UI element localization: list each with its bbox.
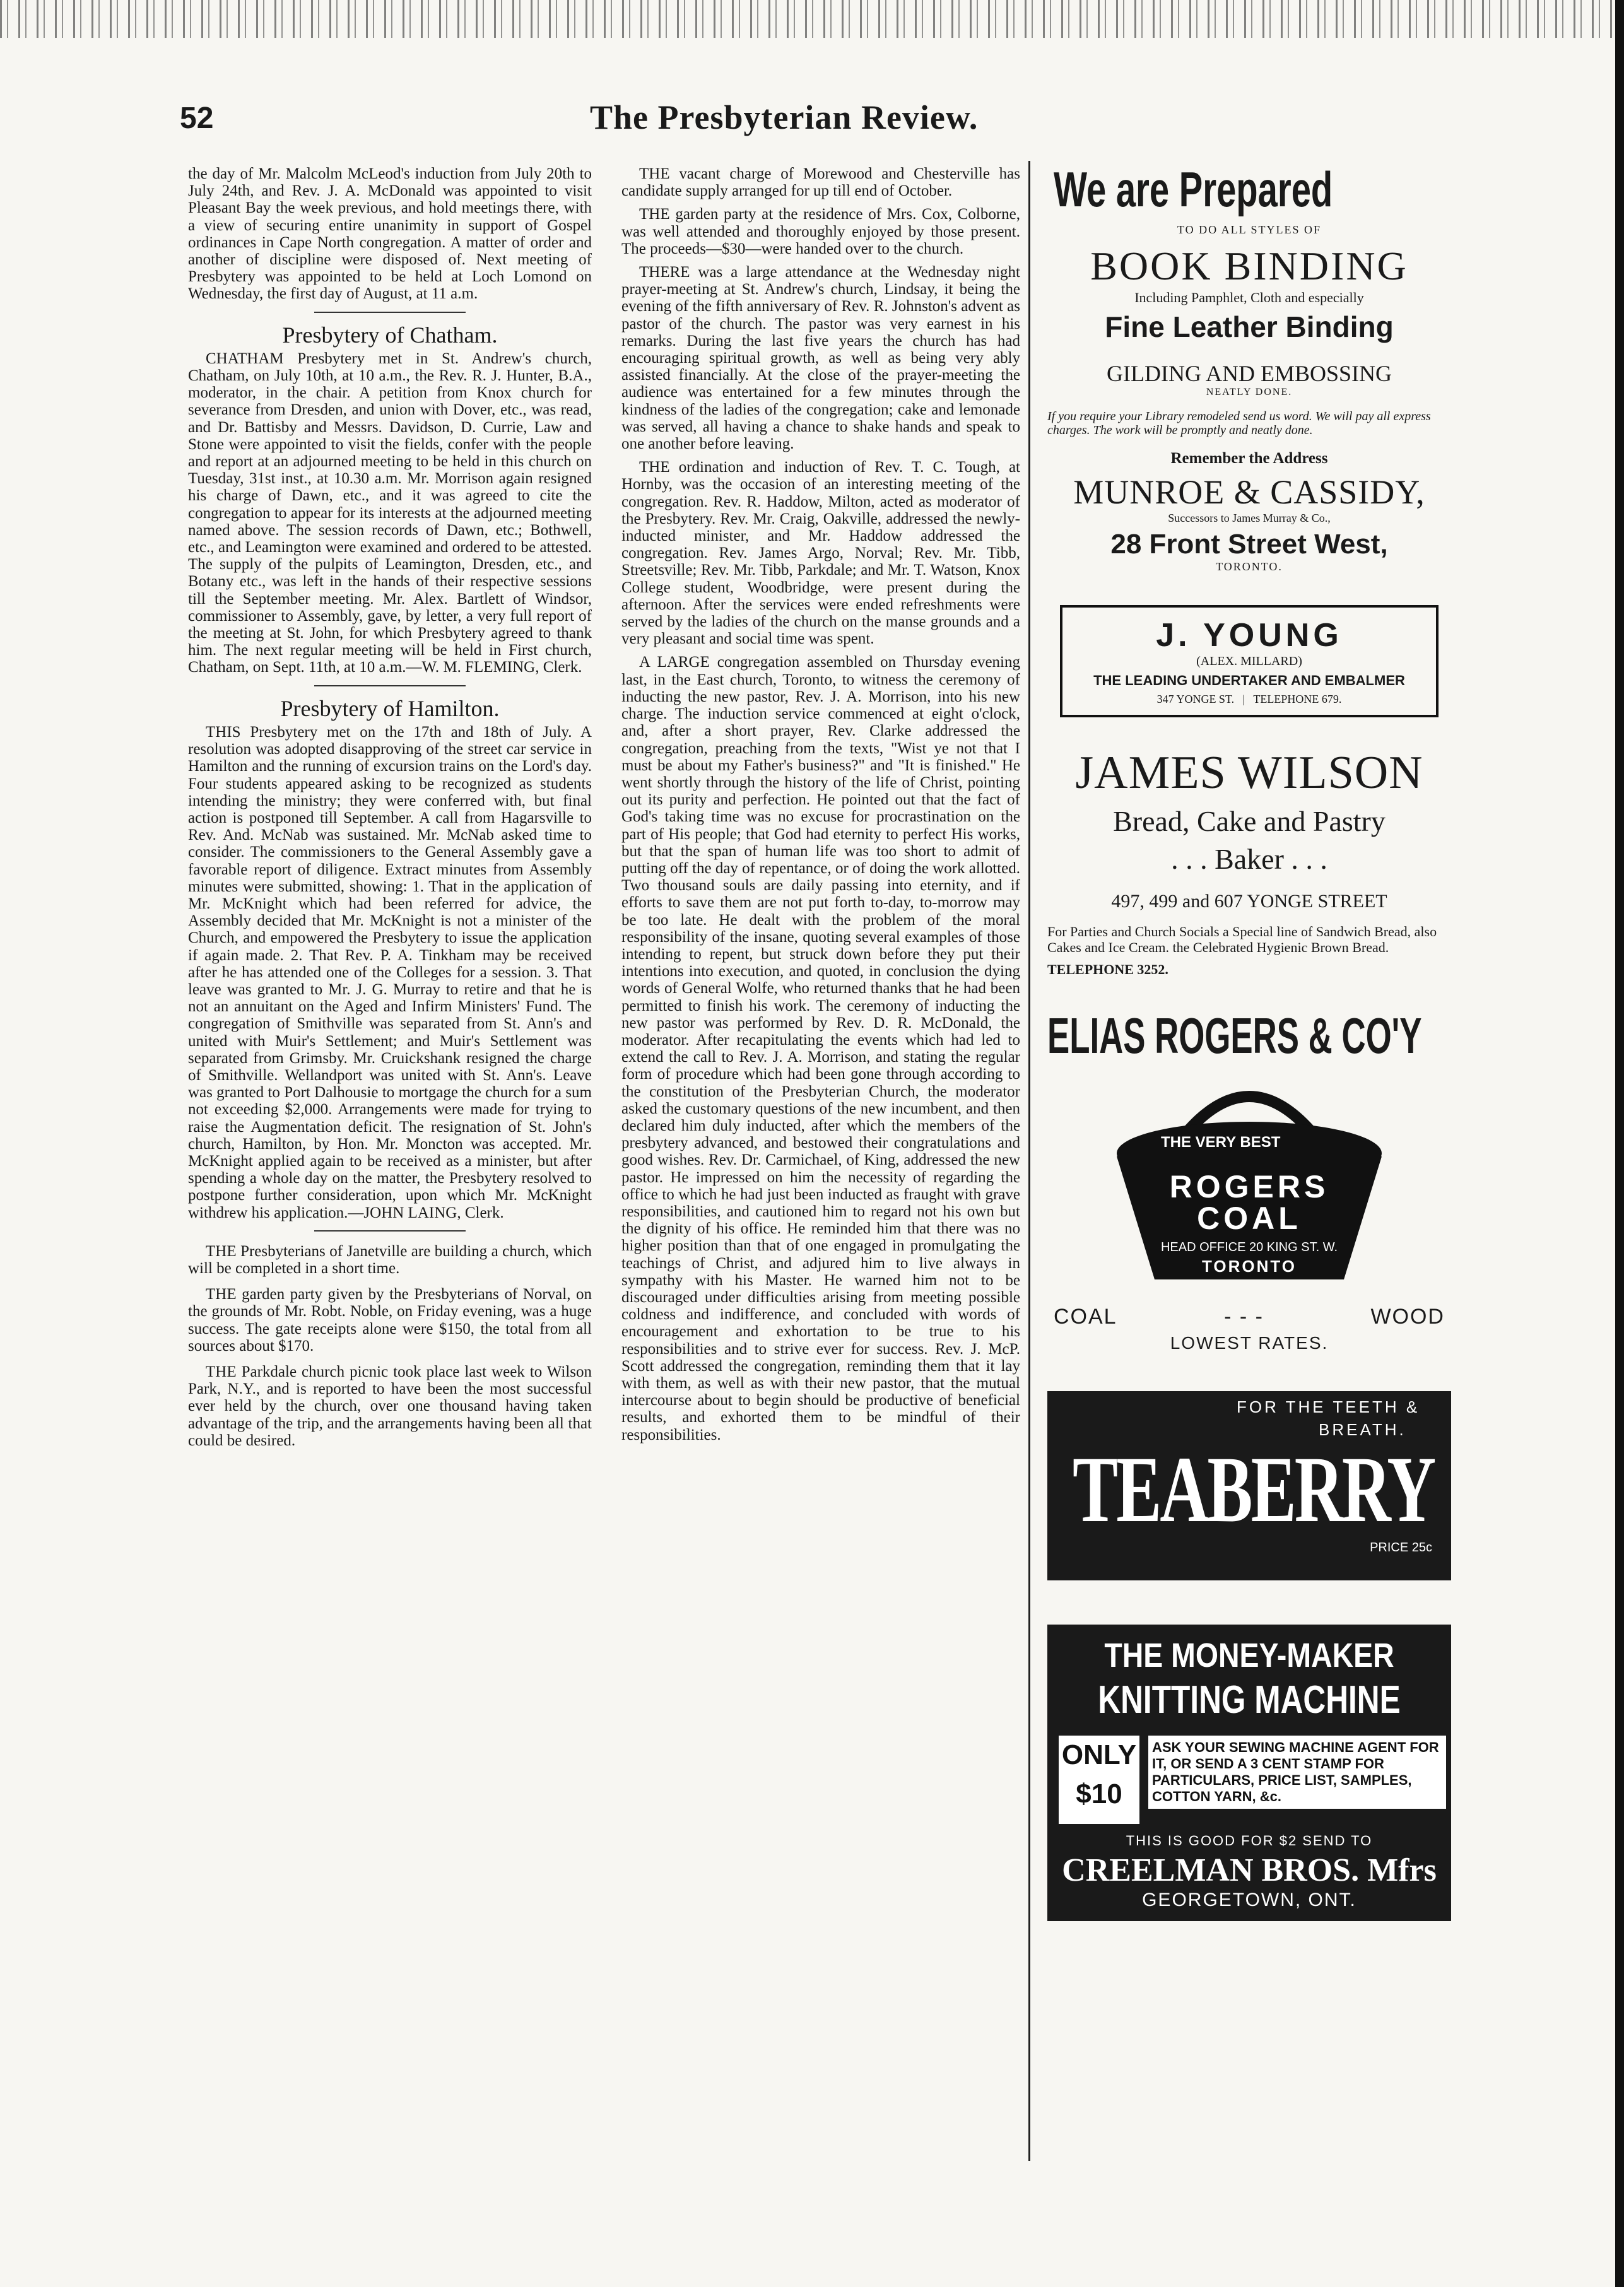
ad-headline: We are Prepared xyxy=(1054,162,1333,217)
ad-body: ASK YOUR SEWING MACHINE AGENT FOR IT, OR SEND A 3 CENT STAMP FOR PARTICULARS, PRICE LIST, SAMPLES, COTTON YARN, &c. xyxy=(1148,1736,1446,1809)
scan-edge-noise xyxy=(0,0,1624,38)
ad-firm-name: MUNROE & CASSIDY, xyxy=(1073,473,1425,511)
coal-basket-illustration xyxy=(1085,1071,1413,1298)
ad-telephone: TELEPHONE 679. xyxy=(1253,693,1342,705)
basket-label-city: TORONTO xyxy=(1201,1257,1297,1276)
ad-price: $10 xyxy=(1076,1778,1122,1809)
ad-firm-name: JAMES WILSON xyxy=(1075,747,1423,799)
article-paragraph: THE Presbyterians of Janetville are building a church, which will be completed in a short time. xyxy=(188,1242,592,1277)
ad-text: BREATH. xyxy=(1319,1420,1406,1439)
ad-firm-name: J. YOUNG xyxy=(1156,617,1343,654)
article-paragraph: CHATHAM Presbytery met in St. Andrew's church, Chatham, on July 10th, at 10 a.m., the Rev. R. J. Hunter, B.A., moderator, in the chair. A petition from Knox church for severance from Dresden, and union with Dover, etc., was read, and Dr. Battisby and Messrs. Davidson, D. Currie, Law and Stone were appointed to visit the fields, confer with the people and report at an adjourned meeting to be held in this church on Tuesday, 31st inst., at 10.30 a.m. Mr. Morrison again resigned his charge of Dawn, etc., and it was agreed to cite the congregation to appear for its interests at the adjourned meeting named above. The session records of Dawn, etc.; Bothwell, etc., and Leamington were examined and ordered to be attested. The supply of the pulpits of Leamington, Dresden, etc., and Botany etc., was left in the hands of their respective sessions till the September meeting. Mr. Alex. Bartlett of Windsor, commissioner to Assembly, gave, by letter, a very full report of the meeting at St. John, for which Presbytery agreed to thank him. The next regular meeting will be held in First church, Chatham, on Sept. 11th, at 10 a.m.—W. M. FLEMING, Clerk. xyxy=(188,350,592,676)
article-paragraph: THE Parkdale church picnic took place last week to Wilson Park, N.Y., and is reported to have been the most successful ever held by the church, over one thousand having taken advantage of the trip, and the arrangements having been all that could be desired. xyxy=(188,1363,592,1449)
ad-text: (ALEX. MILLARD) xyxy=(1196,654,1302,668)
column-2 xyxy=(621,165,1020,1443)
basket-label-office: HEAD OFFICE 20 KING ST. W. xyxy=(1160,1240,1338,1254)
scan-right-edge xyxy=(1615,0,1624,2287)
basket-label-brand: ROGERS xyxy=(1169,1169,1329,1204)
teaberry-ad xyxy=(1047,1391,1451,1580)
ad-headline: THE MONEY-MAKER xyxy=(1104,1637,1394,1674)
article-paragraph: THE garden party at the residence of Mrs. Cox, Colborne, was well attended and thoroughly enjoyed by those present. The proceeds—$30—were handed over to the church. xyxy=(621,206,1020,257)
advertisement-column xyxy=(1041,161,1457,1921)
ad-text: FOR THE TEETH & xyxy=(1237,1397,1420,1416)
article-paragraph: THE garden party given by the Presbyterians of Norval, on the grounds of Mr. Robt. Noble, on Friday evening, was a huge success. The gate receipts alone were $150, the total from all sources about $170. xyxy=(188,1286,592,1355)
ad-text: TO DO ALL STYLES OF xyxy=(1177,223,1321,236)
ad-body: For Parties and Church Socials a Special line of Sandwich Bread, also Cakes and Ice Cream. the Celebrated Hygienic Brown Bread. xyxy=(1047,924,1437,955)
ad-text: WOOD xyxy=(1370,1305,1445,1329)
ad-address: 347 YONGE ST. xyxy=(1156,693,1235,705)
ad-text: Fine Leather Binding xyxy=(1105,310,1394,343)
price-box xyxy=(1059,1736,1139,1824)
ad-text: GILDING AND EMBOSSING xyxy=(1106,361,1392,386)
knitting-machine-ad xyxy=(1047,1625,1451,1921)
section-divider xyxy=(314,685,466,686)
ad-text: Successors to James Murray & Co., xyxy=(1168,512,1331,524)
ad-text: - - - xyxy=(1224,1305,1264,1329)
wilson-baker-ad xyxy=(1041,746,1457,978)
elias-rogers-ad xyxy=(1041,1007,1457,1353)
ad-text: THIS IS GOOD FOR $2 SEND TO xyxy=(1126,1833,1373,1849)
ad-text: LOWEST RATES. xyxy=(1170,1333,1329,1353)
section-divider xyxy=(314,312,466,313)
munroe-cassidy-ad xyxy=(1041,161,1457,573)
basket-label-coal: COAL xyxy=(1197,1201,1302,1236)
ad-brand: TEABERRY xyxy=(1073,1437,1435,1542)
article-paragraph: THE vacant charge of Morewood and Chesterville has candidate supply arranged for up till end of October. xyxy=(621,165,1020,200)
ad-text: THE LEADING UNDERTAKER AND EMBALMER xyxy=(1093,673,1405,688)
ad-firm-name: CREELMAN BROS. Mfrs xyxy=(1062,1852,1437,1888)
ad-text: BOOK BINDING xyxy=(1090,244,1408,288)
ad-text: ONLY xyxy=(1061,1739,1137,1770)
article-paragraph: the day of Mr. Malcolm McLeod's induction from July 20th to July 24th, and Rev. J. A. McDonald was appointed to visit Pleasant Bay the week previous, and hold meetings there, with a view of securing entire unanimity in support of Gospel ordinances in Cape North congregation. A matter of order and another of discipline were disposed of. Next meeting of Presbytery was appointed to be held at Loch Lomond on Wednesday, the first day of August, at 11 a.m. xyxy=(188,165,592,303)
section-divider xyxy=(314,1230,466,1232)
article-paragraph: THIS Presbytery met on the 17th and 18th of July. A resolution was adopted disapproving of the street car service in Hamilton and the running of excursion trains on the Lord's day. Four students appeared asking to be recognized as students intending the ministry; they were conferred with, but final action is postponed till September. A call from Hagarsville to Rev. And. McNab was sustained. Mr. McNab asked time to consider. The commissioners to the General Assembly gave a favorable report of diligence. Extract minutes from Assembly minutes were submitted, showing: 1. That in the application of Mr. McKnight which had been referred for advice, the Assembly decided that Mr. McKnight is not a minister of the Church, and empowered the Presbytery to issue the application if again made. 2. That Rev. P. A. Tinkham may be received after he has attended one of the Colleges for a session. 3. That leave was granted to Mr. J. G. Murray to retire and that he is not an annuitant on the Aged and Infirm Ministers' Fund. The congregation of Smithville was separated from St. Ann's and united with Muir's Settlement; and Muir's Settlement was separated from Grimsby. Mr. Cruickshank resigned the charge of Smithville. Wellandport was united with St. Ann's. Leave was granted to Port Dalhousie to mortgage the church for a sum not exceeding $2,000. Arrangements were made for trying to raise the Augmentation deficit. The resignation of St. John's church, Hamilton, by Hon. Mr. Moncton was accepted. Mr. McKnight applied again to be received as a minister, but after spending a whole day on the matter, the Presbytery resolved to postpone further consideration, upon which Mr. McKnight withdrew his application.—JOHN LAING, Clerk. xyxy=(188,723,592,1221)
ad-address: 497, 499 and 607 YONGE STREET xyxy=(1111,891,1387,912)
ad-text: TORONTO. xyxy=(1216,560,1283,573)
page-number: 52 xyxy=(180,102,214,135)
running-title: The Presbyterian Review. xyxy=(590,98,979,136)
ad-text: Bread, Cake and Pastry xyxy=(1113,805,1386,837)
ad-price: PRICE 25c xyxy=(1370,1541,1432,1555)
column-1 xyxy=(188,165,592,1449)
ad-text: Including Pamphlet, Cloth and especially xyxy=(1134,290,1364,305)
ad-headline: KNITTING MACHINE xyxy=(1098,1678,1401,1722)
column-rule xyxy=(1028,161,1030,2161)
young-undertaker-ad xyxy=(1060,605,1439,717)
article-paragraph: THERE was a large attendance at the Wednesday night prayer-meeting at St. Andrew's church, Lindsay, it being the evening of the fifth anniversary of Rev. R. Johnston's advent as pastor of the church. The pastor was very earnest in his remarks. During the last five years the church has had encouraging spiritual growth, as well as being very ably assisted financially. At the close of the prayer-meeting the audience was entertained for a few minutes through the kindness of the ladies of the congregation; cake and lemonade was served, all having a chance to shake hands and speak to one another before leaving. xyxy=(621,264,1020,453)
ad-text: COAL xyxy=(1054,1305,1117,1329)
coal-wood-line xyxy=(1054,1305,1445,1329)
ad-text: NEATLY DONE. xyxy=(1206,387,1293,397)
section-heading: Presbytery of Chatham. xyxy=(282,322,498,348)
article-paragraph: THE ordination and induction of Rev. T. C. Tough, at Hornby, was the occasion of an interesting meeting of the congregation. Rev. R. Haddow, Milton, acted as moderator of the Presbytery. Rev. Mr. Craig, Oakville, addressed the newly-inducted minister, and Mr. Haddow addressed the congregation. Rev. James Argo, Norval; Rev. Mr. Tibb, Streetsville; Rev. Mr. Tibb, Parkdale; and Mr. T. Watson, Knox College student, Woodbridge, were present during the afternoon. After the services were ended refreshments were served by the ladies of the church on the manse grounds and a very pleasant and social time was spent. xyxy=(621,459,1020,648)
ad-address: 28 Front Street West, xyxy=(1110,529,1388,560)
ad-address: GEORGETOWN, ONT. xyxy=(1142,1890,1356,1910)
ad-telephone: TELEPHONE 3252. xyxy=(1047,961,1168,977)
ad-text: . . . Baker . . . xyxy=(1171,843,1327,875)
article-paragraph: A LARGE congregation assembled on Thursday evening last, in the East church, Toronto, to witness the ceremony of inducting the new pastor, Rev. J. A. Morrison, into his new charge. The induction service commenced at eight o'clock, and, after a short prayer, Rev. Clarke addressed the congregation, preaching from the texts, "Wist ye not that I must be about my Father's business?" and "It is finished." He went shortly through the history of the life of Christ, pointing out its purity and perfection. He pointed out that the fact of God's taking time was no excuse for procrastination on the part of His people; that God had eternity to perfect His works, but that the span of human life was too short to admit of putting off the day of repentance, or of doing the work allotted. Two thousand souls are daily passing into eternity, and if efforts to save them are not put forth to-day, to-morrow may be too late. He dealt with the problem of the moral responsibility of the insane, quoting several examples of those intending to repent, but struck down before they put their intentions into execution, and quoted, in conclusion the dying words of General Wolfe, who returned thanks that he had been permitted to finish his work. The ceremony of inducting the new pastor was performed by Rev. D. R. McDonald, the moderator. After recapitulating the events which had led to extend the call to Rev. J. A. Morrison, and stating the regular form of procedure which had been gone through according to the constitution of the Presbyterian Church, the moderator asked the customary questions of the new incumbent, and then declared him duly inducted, after which the members of the presbytery advanced, and bestowed their congratulations and good wishes. Rev. Dr. Carmichael, of King, addressed the new pastor. He impressed on him the necessity of regarding the office to which he had just been inducted as fraught with grave responsibilities, and cautioned him to regard not his own but the dignity of his office. He reminded him that there was no higher position than that of one engaged in promulgating the teachings of Christ, and adjured him to live always in sympathy with his Master. He warned him not to be discouraged under difficulties arising from meeting possible coldness and indifference, and concluded with words of encouragement and exhortation to be true to his responsibilities and to strive ever for success. Rev. J. McP. Scott addressed the congregation, reminding them that it lay with them, as well as with their new pastor, that the mutual intercourse about to begin should be productive of beneficial results, and exhorted them to be mindful of their responsibilities. xyxy=(621,654,1020,1443)
ad-firm-name: ELIAS ROGERS & CO'Y xyxy=(1047,1008,1422,1064)
ad-address-line: 347 YONGE ST. | TELEPHONE 679. xyxy=(1156,693,1342,705)
section-heading: Presbytery of Hamilton. xyxy=(280,695,500,721)
ad-text: Remember the Address xyxy=(1170,450,1328,467)
basket-label-top: THE VERY BEST xyxy=(1161,1134,1281,1151)
ad-body: If you require your Library remodeled send us word. We will pay all express charges. The work will be promptly and neatly done. xyxy=(1047,409,1431,437)
